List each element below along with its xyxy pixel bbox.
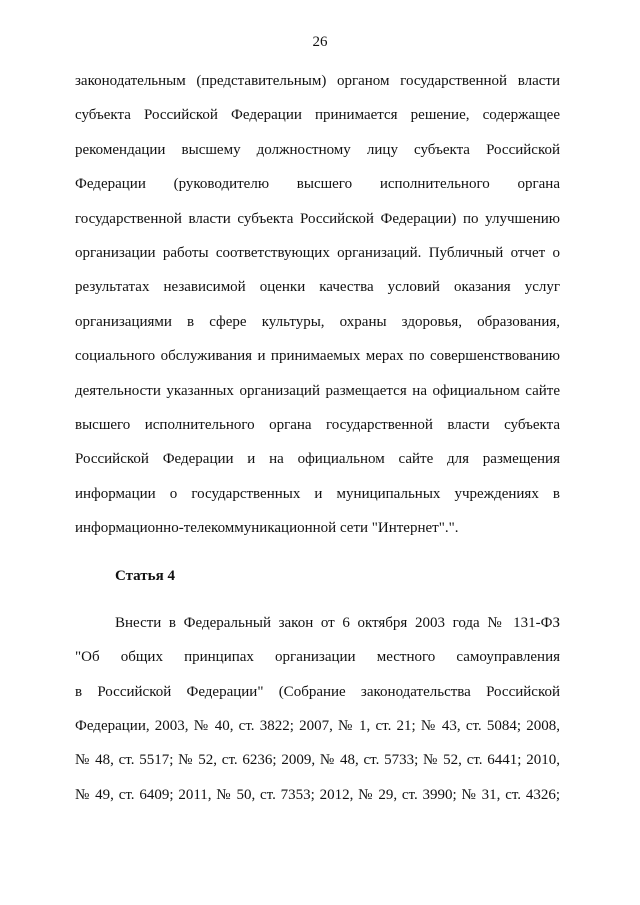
text-line: законодательным (представительным) органом государственной власти (75, 73, 560, 89)
text-line: Внести в Федеральный закон от 6 октября 2003 года № 131-ФЗ (115, 614, 560, 631)
text-line: Федерации (руководителю высшего исполнительного органа (75, 176, 560, 193)
text-line: организациями в сфере культуры, охраны здоровья, образования, (75, 313, 560, 330)
text-line: № 49, ст. 6409; 2011, № 50, ст. 7353; 2012, № 29, ст. 3990; № 31, ст. 4326; (75, 786, 560, 803)
text-line: информации о государственных и муниципальных учреждениях в (75, 485, 560, 502)
text-line: в Российской Федерации" (Собрание законодательства Российской (75, 683, 560, 700)
paragraph-continuation (75, 64, 560, 545)
text-line: рекомендации высшему должностному лицу субъекта Российской (75, 141, 560, 158)
text-line: информационно-телекоммуникационной сети "Интернет".". (75, 520, 459, 537)
text-line: № 48, ст. 5517; № 52, ст. 6236; 2009, № 48, ст. 5733; № 52, ст. 6441; 2010, (75, 752, 560, 769)
text-line: организации работы соответствующих организаций. Публичный отчет о (75, 244, 560, 261)
text-line: Федерации, 2003, № 40, ст. 3822; 2007, № 1, ст. 21; № 43, ст. 5084; 2008, (75, 718, 560, 735)
article-heading: Статья 4 (115, 568, 175, 585)
text-line: деятельности указанных организаций размещается на официальном сайте (75, 382, 560, 399)
text-line: социального обслуживания и принимаемых мерах по совершенствованию (75, 348, 560, 365)
document-body (75, 64, 560, 812)
page-number: 26 (312, 34, 328, 50)
text-line: "Об общих принципах организации местного самоуправления (75, 649, 560, 666)
text-line: субъекта Российской Федерации принимается решение, содержащее (75, 107, 560, 124)
text-line: результатах независимой оценки качества условий оказания услуг (75, 279, 560, 296)
text-line: государственной власти субъекта Российской Федерации) по улучшению (75, 210, 560, 227)
text-line: Российской Федерации и на официальном сайте для размещения (75, 451, 560, 468)
text-line: высшего исполнительного органа государственной власти субъекта (75, 416, 560, 433)
article-paragraph (75, 606, 560, 812)
